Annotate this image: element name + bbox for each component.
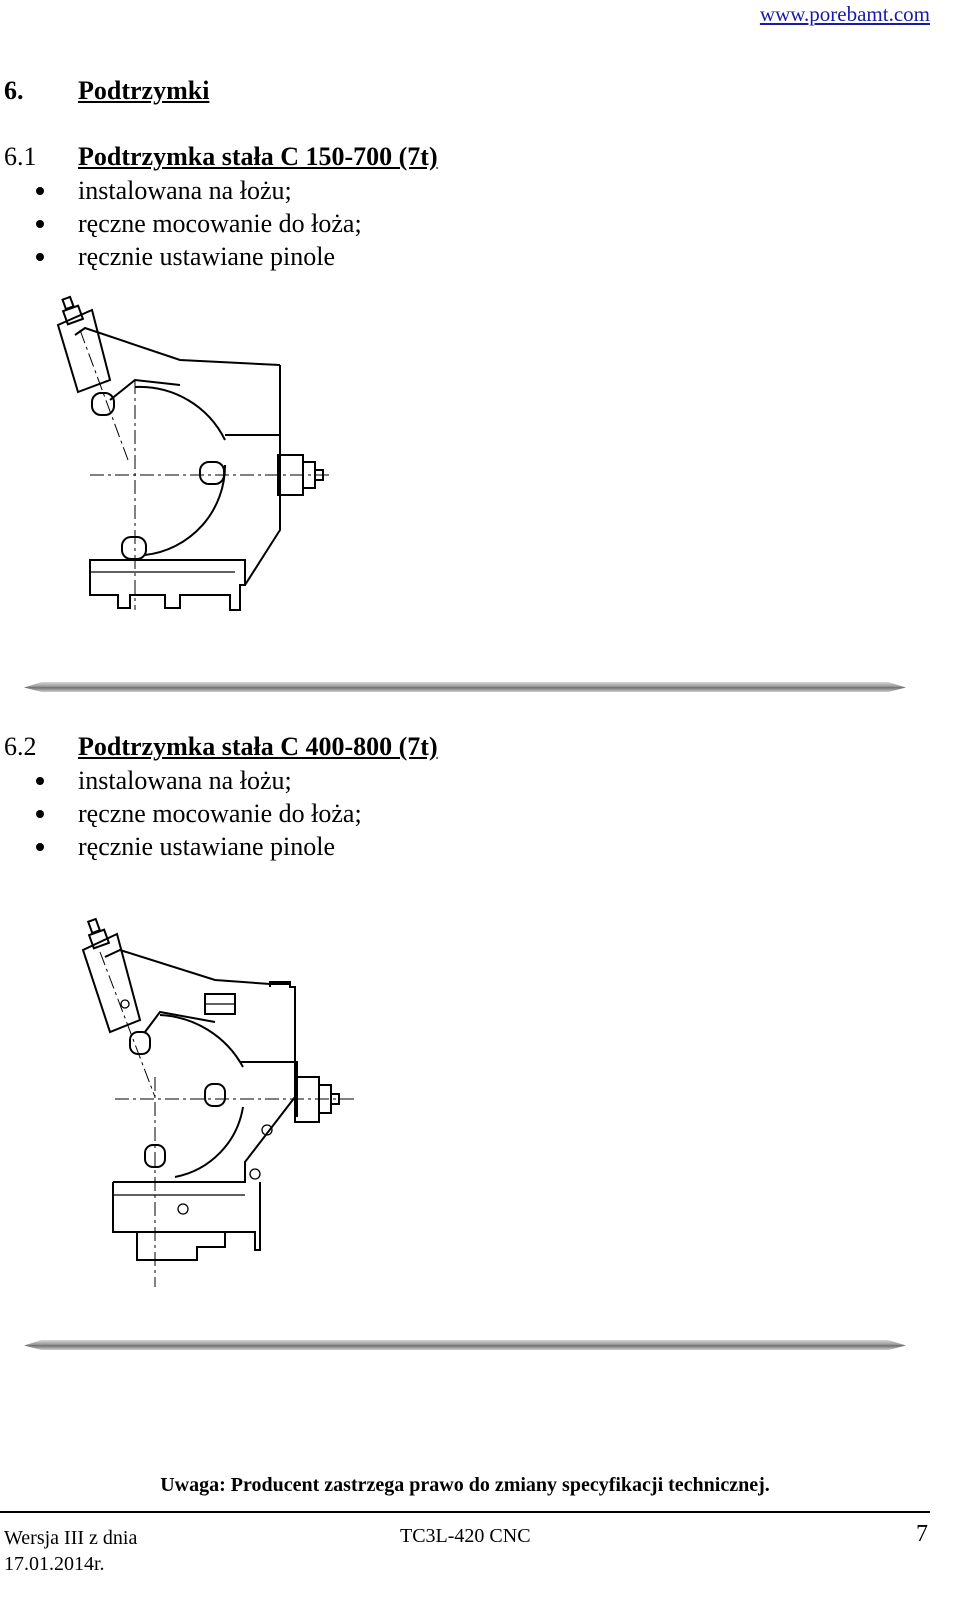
footer-model: TC3L-420 CNC	[400, 1525, 531, 1547]
section-heading-6-2	[4, 732, 438, 762]
feature-list-6-1	[36, 174, 362, 273]
section-divider	[24, 682, 906, 692]
section-number: 6.2	[4, 732, 37, 761]
bullet-icon	[36, 810, 44, 818]
list-item: ręczne mocowanie do łoża;	[36, 797, 362, 830]
footer-rule	[0, 1511, 930, 1513]
list-item: instalowana na łożu;	[36, 174, 362, 207]
version-date: 17.01.2014r.	[4, 1553, 105, 1575]
page-number: 7	[916, 1521, 928, 1547]
list-item: ręcznie ustawiane pinole	[36, 830, 362, 863]
footer-version	[4, 1525, 137, 1577]
section-divider	[24, 1340, 906, 1350]
section-number: 6.1	[4, 142, 37, 171]
bullet-icon	[36, 253, 44, 261]
chapter-title: Podtrzymki	[78, 76, 210, 105]
section-heading-6-1	[4, 142, 438, 172]
spec-change-notice: Uwaga: Producent zastrzega prawo do zmiany specyfikacji technicznej.	[160, 1474, 770, 1496]
section-title: Podtrzymka stała C 150-700 (7t)	[78, 142, 438, 171]
bullet-icon	[36, 777, 44, 785]
chapter-heading	[4, 76, 209, 106]
list-item: ręcznie ustawiane pinole	[36, 240, 362, 273]
list-item: instalowana na łożu;	[36, 764, 362, 797]
bullet-icon	[36, 187, 44, 195]
chapter-number: 6.	[4, 76, 24, 105]
steady-rest-drawing-6-1	[50, 290, 350, 630]
version-label: Wersja III z dnia	[4, 1527, 138, 1549]
bullet-icon	[36, 843, 44, 851]
steady-rest-drawing-6-2	[75, 912, 375, 1292]
section-title: Podtrzymka stała C 400-800 (7t)	[78, 732, 438, 761]
feature-list-6-2	[36, 764, 362, 863]
bullet-icon	[36, 220, 44, 228]
website-link[interactable]: www.porebamt.com	[759, 2, 930, 26]
list-item: ręczne mocowanie do łoża;	[36, 207, 362, 240]
